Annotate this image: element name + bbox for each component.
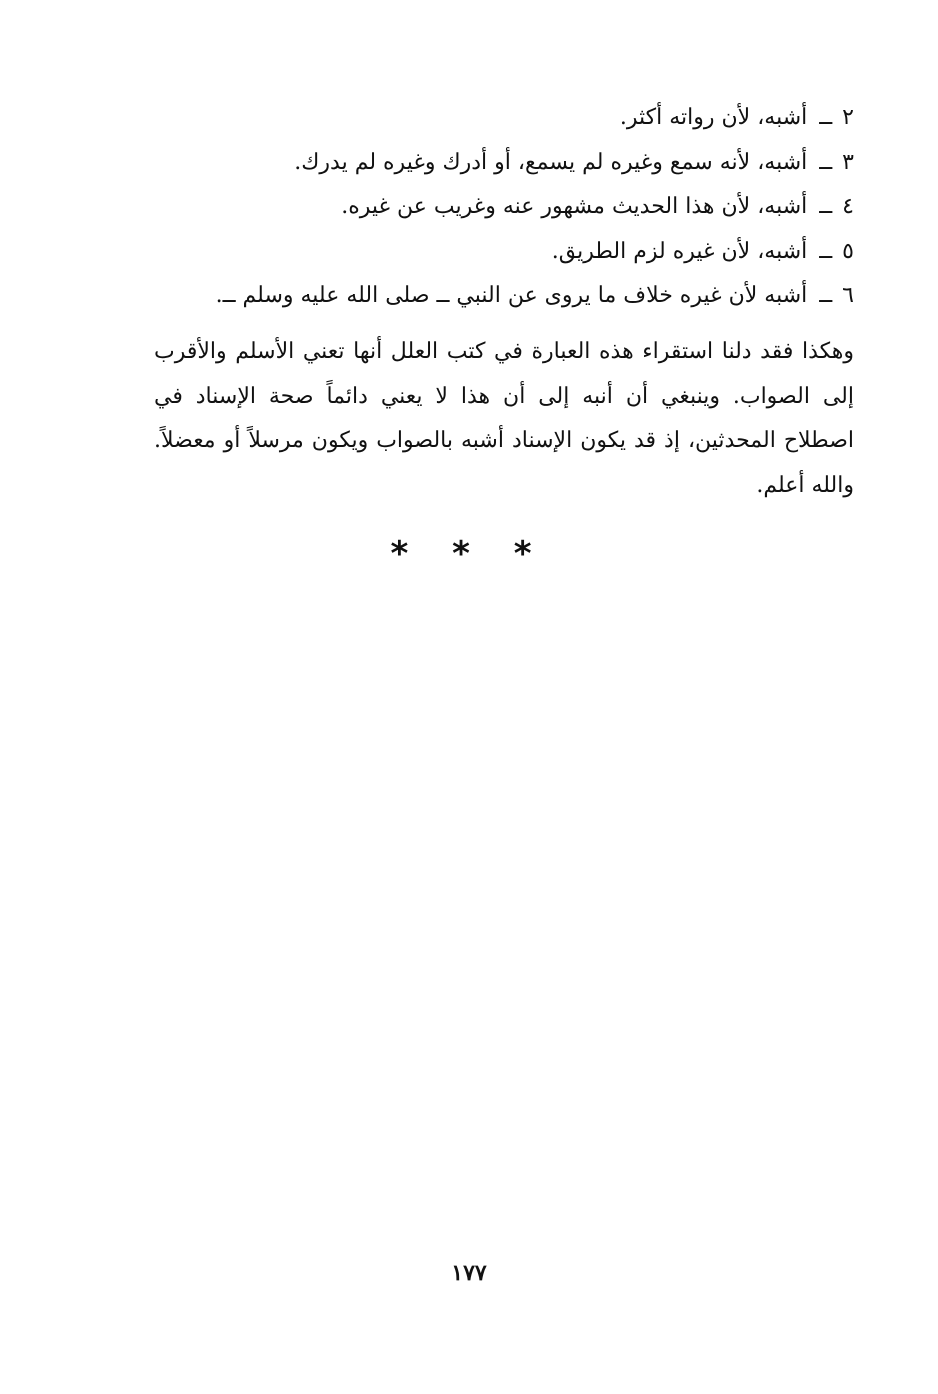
list-item: [154, 185, 854, 230]
list-item-text: أشبه، لأن غيره لزم الطريق.: [551, 238, 808, 264]
list-item-dash: ــ: [819, 283, 833, 308]
numbered-list: [154, 96, 854, 319]
list-item-number: ٦: [842, 283, 854, 308]
list-item-dash: ــ: [819, 149, 833, 175]
list-item-text: أشبه، لأن هذا الحديث مشهور عنه وغريب عن غيره.: [341, 194, 808, 219]
list-item-number: ٥: [842, 238, 854, 264]
body-paragraph: وهكذا فقد دلنا استقراء هذه العبارة في كتب العلل أنها تعني الأسلم والأقرب إلى الصواب. وينبغي أن أنبه إلى أن هذا لا يعني دائماً صحة الإسناد في اصطلاح المحدثين، إذ قد يكون الإسناد أشبه بالصواب ويكون مرسلاً أو معضلاً. والله أعلم.: [154, 339, 854, 498]
list-item-text: أشبه، لأن رواته أكثر.: [619, 105, 808, 130]
list-item: [154, 141, 854, 186]
list-item-number: ٣: [842, 149, 854, 175]
list-item: [154, 230, 854, 275]
list-item-dash: ــ: [819, 105, 833, 130]
list-item-number: ٤: [842, 194, 854, 219]
list-item-text: أشبه لأن غيره خلاف ما يروى عن النبي ــ صلى الله عليه وسلم ــ.: [215, 283, 808, 308]
list-item: [154, 96, 854, 141]
list-item: [154, 274, 854, 319]
list-item-number: ٢: [842, 105, 854, 130]
list-item-text: أشبه، لأنه سمع وغيره لم يسمع، أو أدرك وغيره لم يدرك.: [294, 149, 808, 175]
list-item-dash: ــ: [819, 194, 833, 219]
section-separator: * * *: [390, 534, 548, 574]
list-item-dash: ــ: [819, 238, 833, 264]
page-number: ١٧٧: [451, 1260, 487, 1286]
